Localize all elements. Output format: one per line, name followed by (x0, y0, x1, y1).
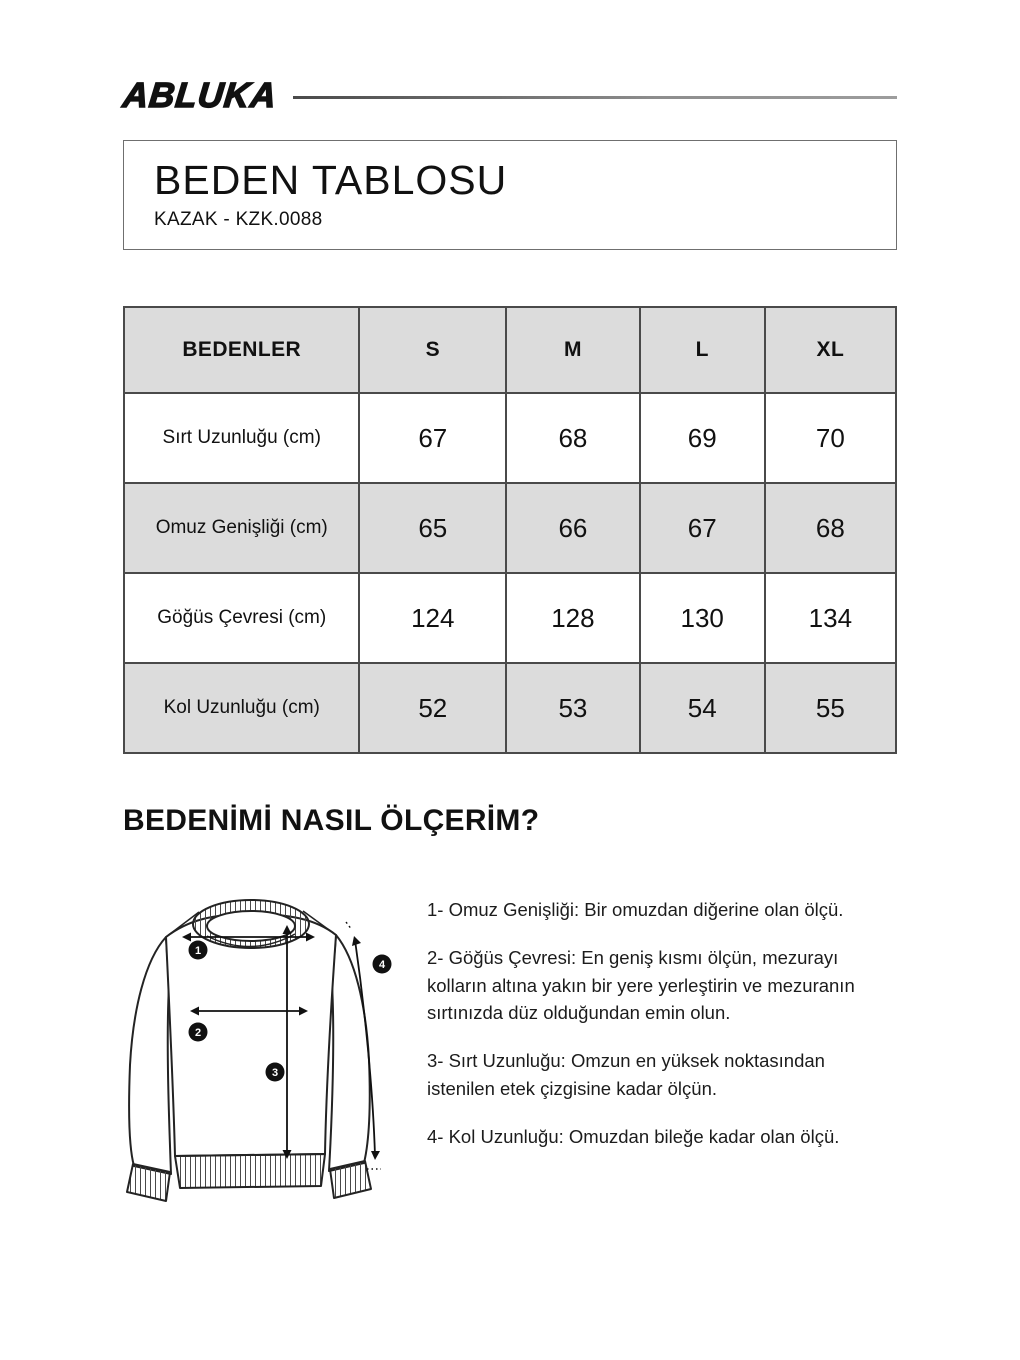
cell-value: 130 (640, 573, 765, 663)
cell-value: 52 (359, 663, 506, 753)
table-row (124, 483, 896, 573)
col-header-xl: XL (765, 307, 896, 393)
svg-text:1: 1 (194, 945, 202, 957)
header-rule (293, 96, 897, 99)
cell-value: 55 (765, 663, 896, 753)
col-header-s: S (359, 307, 506, 393)
hem-band (175, 1154, 325, 1188)
marker-2 (189, 1023, 208, 1042)
cell-value: 70 (765, 393, 896, 483)
measure-instructions (427, 896, 897, 1170)
cell-value: 128 (506, 573, 640, 663)
brand-logo: ABLUKA (121, 76, 279, 115)
product-code: KAZAK - KZK.0088 (154, 209, 323, 230)
sweater-outline (127, 900, 371, 1201)
col-header-m: M (506, 307, 640, 393)
instruction-item-2: 2- Göğüs Çevresi: En geniş kısmı ölçün, mezurayı kolların altına yakın bir yere yerleştirin ve mezuranın sırtınızda düz olduğundan emin olun. (427, 946, 855, 1024)
page-title: BEDEN TABLOSU (154, 157, 508, 203)
instruction-item-3: 3- Sırt Uzunluğu: Omzun en yüksek noktasından istenilen etek çizgisine kadar ölçün. (427, 1050, 825, 1099)
measure-section (123, 880, 897, 1210)
table-row (124, 573, 896, 663)
svg-text:3: 3 (271, 1067, 279, 1079)
col-header-bedenler: BEDENLER (124, 307, 359, 393)
marker-1 (189, 941, 208, 960)
size-table-header-row (124, 307, 896, 393)
instruction-item-4: 4- Kol Uzunluğu: Omuzdan bileğe kadar olan ölçü. (427, 1125, 840, 1147)
svg-text:4: 4 (378, 959, 386, 971)
marker-3 (266, 1063, 285, 1082)
cell-value: 68 (765, 483, 896, 573)
brand-header (123, 78, 897, 114)
row-label: Omuz Genişliği (cm) (124, 483, 359, 573)
cell-value: 124 (359, 573, 506, 663)
row-label: Göğüs Çevresi (cm) (124, 573, 359, 663)
svg-text:2: 2 (194, 1027, 202, 1039)
cell-value: 134 (765, 573, 896, 663)
row-label: Kol Uzunluğu (cm) (124, 663, 359, 753)
cell-value: 67 (359, 393, 506, 483)
cell-value: 67 (640, 483, 765, 573)
marker-4 (373, 955, 392, 974)
cell-value: 65 (359, 483, 506, 573)
table-row (124, 393, 896, 483)
size-table (123, 306, 897, 754)
col-header-l: L (640, 307, 765, 393)
measure-heading: BEDENİMİ NASIL ÖLÇERİM? (123, 804, 540, 837)
cell-value: 69 (640, 393, 765, 483)
cell-value: 53 (506, 663, 640, 753)
table-row (124, 663, 896, 753)
sweater-diagram (103, 880, 413, 1210)
title-box (123, 140, 897, 250)
cell-value: 68 (506, 393, 640, 483)
row-label: Sırt Uzunluğu (cm) (124, 393, 359, 483)
cell-value: 66 (506, 483, 640, 573)
instruction-item-1: 1- Omuz Genişliği: Bir omuzdan diğerine olan ölçü. (427, 899, 844, 920)
cell-value: 54 (640, 663, 765, 753)
